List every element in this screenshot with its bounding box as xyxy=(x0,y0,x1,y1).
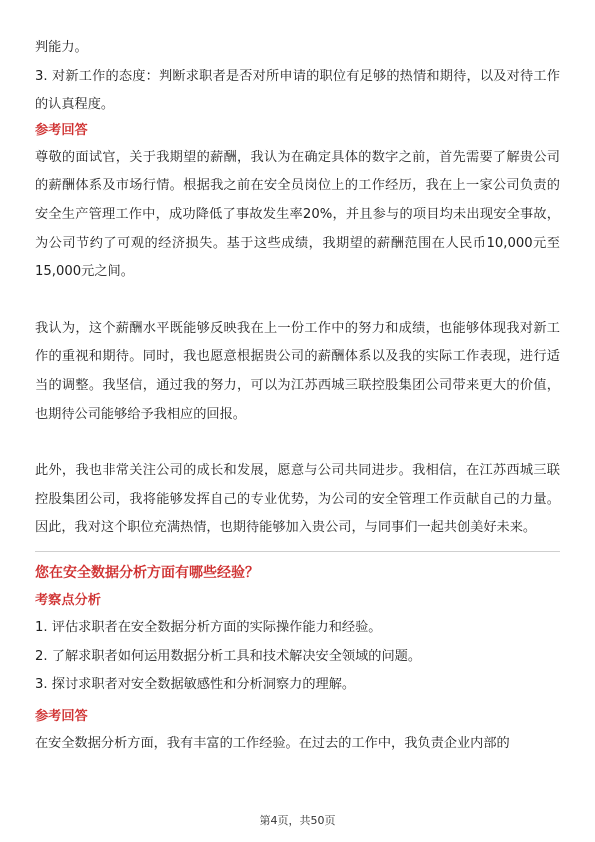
paragraph-spacer xyxy=(35,429,560,457)
answer-paragraph-3: 此外，我也非常关注公司的成长和发展，愿意与公司共同进步。我相信，在江苏西城三联控股集团公司，我将能够发挥自己的专业优势，为公司的安全管理工作贡献自己的力量。因此，我对这个职位充满热情，也期待能够加入贵公司，与同事们一起共创美好未来。 xyxy=(35,463,560,536)
analysis-item-1: 1. 评估求职者在安全数据分析方面的实际操作能力和经验。 xyxy=(35,619,382,635)
section-divider xyxy=(35,551,560,552)
reference-answer-heading: 参考回答 xyxy=(35,122,88,138)
answer-start: 在安全数据分析方面，我有丰富的工作经验。在过去的工作中，我负责企业内部的 xyxy=(35,735,510,751)
question-title: 您在安全数据分析方面有哪些经验？ xyxy=(35,564,259,581)
analysis-item-3: 3. 对新工作的态度：判断求职者是否对所申请的职位有足够的热情和期待，以及对待工作的认真程度。 xyxy=(35,68,560,113)
reference-answer-heading: 参考回答 xyxy=(35,708,88,724)
analysis-item-2: 2. 了解求职者如何运用数据分析工具和技术解决安全领域的问题。 xyxy=(35,648,422,664)
answer-paragraph-2: 我认为，这个薪酬水平既能够反映我在上一份工作中的努力和成绩，也能够体现我对新工作的重视和期待。同时，我也愿意根据贵公司的薪酬体系以及我的实际工作表现，进行适当的调整。我坚信，通过我的努力，可以为江苏西城三联控股集团公司带来更大的价值，也期待公司能够给予我相应的回报。 xyxy=(35,320,560,422)
analysis-item-3: 3. 探讨求职者对安全数据敏感性和分析洞察力的理解。 xyxy=(35,677,356,693)
answer-paragraph-1: 尊敬的面试官，关于我期望的薪酬，我认为在确定具体的数字之前，首先需要了解贵公司的薪酬体系及市场行情。根据我之前在安全员岗位上的工作经历，我在上一家公司负责的安全生产管理工作中，成功降低了事故发生率20%，并且参与的项目均未出现安全事故，为公司节约了可观的经济损失。基于这些成绩，我期望的薪酬范围在人民币10,000元至15,000元之间。 xyxy=(35,149,560,280)
page-content xyxy=(35,34,560,758)
paragraph-spacer xyxy=(35,287,560,315)
analysis-heading: 考察点分析 xyxy=(35,592,101,608)
continued-text: 判能力。 xyxy=(35,40,88,55)
page-footer: 第4页，共50页 xyxy=(259,814,336,827)
